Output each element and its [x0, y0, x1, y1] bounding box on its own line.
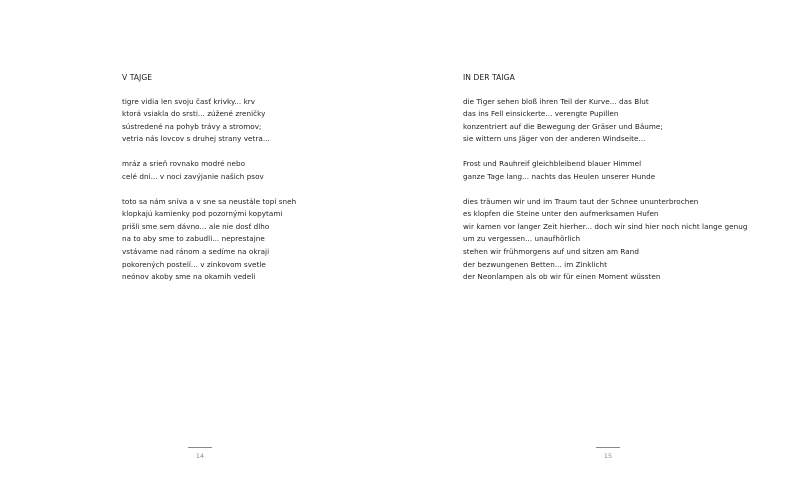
verse-line: toto sa nám sníva a v sne sa neustále topí sneh	[122, 196, 297, 206]
verse-line: mráz a srieň rovnako modré nebo	[122, 159, 246, 169]
verse-line: prišli sme sem dávno... ale nie dosť dlho	[122, 221, 270, 231]
poem-german	[463, 72, 747, 296]
verse-line: ganze Tage lang... nachts das Heulen unserer Hunde	[463, 171, 656, 181]
verse-line: vstávame nad ránom a sedíme na okraji	[122, 246, 270, 256]
stanza	[122, 158, 296, 183]
verse-line: um zu vergessen... unaufhörlich	[463, 234, 581, 244]
verse-line: pokorených postelí... v zinkovom svetle	[122, 259, 266, 269]
poem-title: IN DER TAIGA	[463, 73, 515, 82]
verse-line: stehen wir frühmorgens auf und sitzen am Rand	[463, 246, 639, 256]
verse-line: konzentriert auf die Bewegung der Gräser und Bäume;	[463, 121, 663, 131]
footer-rule	[188, 447, 212, 448]
page-number: 15	[603, 452, 613, 460]
page-footer	[188, 447, 212, 461]
verse-line: dies träumen wir und im Traum taut der Schnee ununterbrochen	[463, 196, 699, 206]
verse-line: na to aby sme to zabudli... neprestajne	[122, 234, 265, 244]
verse-line: wir kamen vor langer Zeit hierher... doch wir sind hier noch nicht lange genug	[463, 221, 748, 231]
stanza	[463, 158, 747, 183]
stanza	[122, 96, 296, 146]
verse-line: das ins Fell einsickerte... verengte Pupillen	[463, 109, 619, 119]
right-page	[400, 0, 800, 491]
verse-line: klopkajú kamienky pod pozornými kopytami	[122, 209, 283, 219]
verse-line: tigre vidia len svoju časť krivky... krv	[122, 96, 256, 106]
verse-line: vetria nás lovcov s druhej strany vetra...	[122, 134, 270, 144]
poem-slovak	[122, 72, 296, 296]
page-footer	[596, 447, 620, 461]
verse-line: ktorá vsiakla do srsti... zúžené zreničky	[122, 109, 266, 119]
stanza	[122, 196, 296, 284]
poem-title: V TAJGE	[122, 73, 153, 82]
verse-line: es klopfen die Steine unter den aufmerksamen Hufen	[463, 209, 659, 219]
stanza	[463, 196, 747, 284]
verse-line: neónov akoby sme na okamih vedeli	[122, 272, 256, 282]
verse-line: der bezwungenen Betten... im Zinklicht	[463, 259, 608, 269]
verse-line: Frost und Rauhreif gleichbleibend blauer Himmel	[463, 159, 642, 169]
page-number: 14	[195, 452, 205, 460]
verse-line: sie wittern uns Jäger von der anderen Windseite...	[463, 134, 646, 144]
verse-line: der Neonlampen als ob wir für einen Moment wüssten	[463, 272, 661, 282]
verse-line: die Tiger sehen bloß ihren Teil der Kurve... das Blut	[463, 96, 649, 106]
footer-rule	[596, 447, 620, 448]
verse-line: sústredené na pohyb trávy a stromov;	[122, 121, 262, 131]
verse-line: celé dni... v noci zavýjanie našich psov	[122, 171, 264, 181]
stanza	[463, 96, 747, 146]
